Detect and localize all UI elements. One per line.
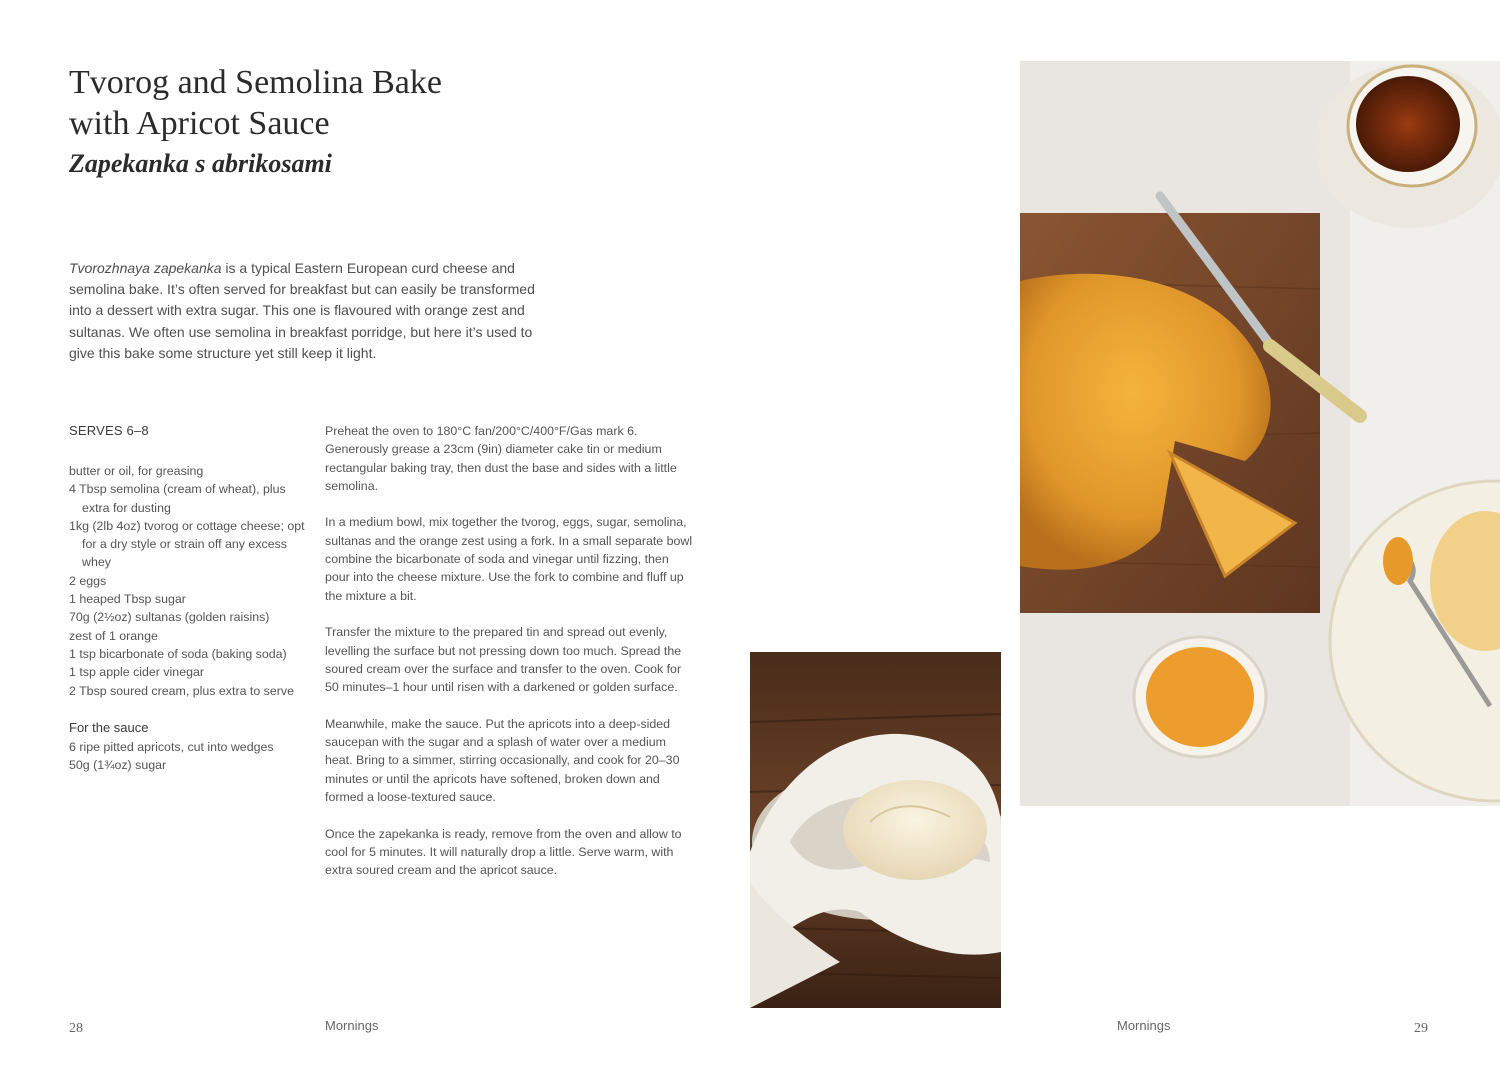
ingredient-item: zest of 1 orange: [69, 628, 158, 643]
left-section-label: Mornings: [325, 1018, 379, 1033]
zapekanka-photo: [1020, 61, 1500, 806]
recipe-subtitle: Zapekanka s abrikosami: [69, 149, 332, 178]
right-section-label: Mornings: [1117, 1018, 1171, 1033]
sauce-ingredient-item: 6 ripe pitted apricots, cut into wedges: [69, 740, 274, 754]
intro-text: is a typical Eastern European curd cheese and semolina bake. It’s often served for breakfast but can easily be transformed into a dessert with extra sugar. This one is flavoured with orange zest and sultanas. We often use semolina in breakfast porridge, but here it’s used to give this bake some structure yet still keep it light.: [69, 260, 535, 361]
ingredient-item: 1 heaped Tbsp sugar: [69, 592, 186, 607]
ingredient-item: 70g (2½oz) sultanas (golden raisins): [69, 610, 270, 625]
method-steps: [325, 422, 695, 898]
intro-italic: Tvorozhnaya zapekanka: [69, 260, 222, 276]
ingredient-item: 2 eggs: [69, 573, 107, 588]
ingredient-item: 1 tsp apple cider vinegar: [69, 665, 205, 680]
sauce-ingredient-item: 50g (1¾oz) sugar: [69, 758, 167, 773]
ingredient-list: [69, 462, 309, 700]
method-step: Preheat the oven to 180°C fan/200°C/400°F/Gas mark 6. Generously grease a 23cm (9in) diameter cake tin or medium rectangular baking tray, then dust the base and sides with a little semolina.: [325, 424, 677, 493]
sauce-ingredient-list: [69, 738, 309, 775]
method-step: Once the zapekanka is ready, remove from the oven and allow to cool for 5 minutes. It will naturally drop a little. Serve warm, with extra soured cream and the apricot sauce.: [325, 826, 682, 878]
tvorog-photo: [750, 652, 1001, 1008]
serves-label: SERVES 6–8: [69, 423, 149, 438]
ingredient-item: 1 tsp bicarbonate of soda (baking soda): [69, 646, 287, 661]
recipe-title: [69, 62, 589, 144]
method-step: Meanwhile, make the sauce. Put the apricots into a deep-sided saucepan with the sugar and a splash of water over a medium heat. Bring to a simmer, stirring occasionally, and cook for 20–30 minutes or until the apricots have softened, broken down and formed a loose-textured sauce.: [325, 716, 680, 804]
recipe-intro: [69, 258, 559, 364]
method-step: In a medium bowl, mix together the tvorog, eggs, sugar, semolina, sultanas and the orange zest using a fork. In a small separate bowl combine the bicarbonate of soda and vinegar until fizzing, then pour into the cheese mixture. Use the fork to combine and fluff up the mixture a bit.: [325, 515, 693, 603]
title-line-1: Tvorog and Semolina Bake: [69, 64, 442, 101]
ingredient-item: 1kg (2lb 4oz) tvorog or cottage cheese; opt for a dry style or strain off any excess whey: [69, 518, 305, 570]
sauce-heading: For the sauce: [69, 720, 149, 735]
ingredient-item: butter or oil, for greasing: [69, 464, 204, 478]
left-page-number: 28: [69, 1021, 83, 1036]
ingredient-item: 2 Tbsp soured cream, plus extra to serve: [69, 683, 294, 698]
right-page-number: 29: [1414, 1021, 1428, 1036]
method-step: Transfer the mixture to the prepared tin and spread out evenly, levelling the surface but not pressing down too much. Spread the soured cream over the surface and transfer to the oven. Cook for 50 minutes–1 hour until risen with a darkened or golden surface.: [325, 625, 682, 695]
title-line-2: with Apricot Sauce: [69, 105, 330, 142]
ingredient-item: 4 Tbsp semolina (cream of wheat), plus extra for dusting: [69, 482, 286, 515]
